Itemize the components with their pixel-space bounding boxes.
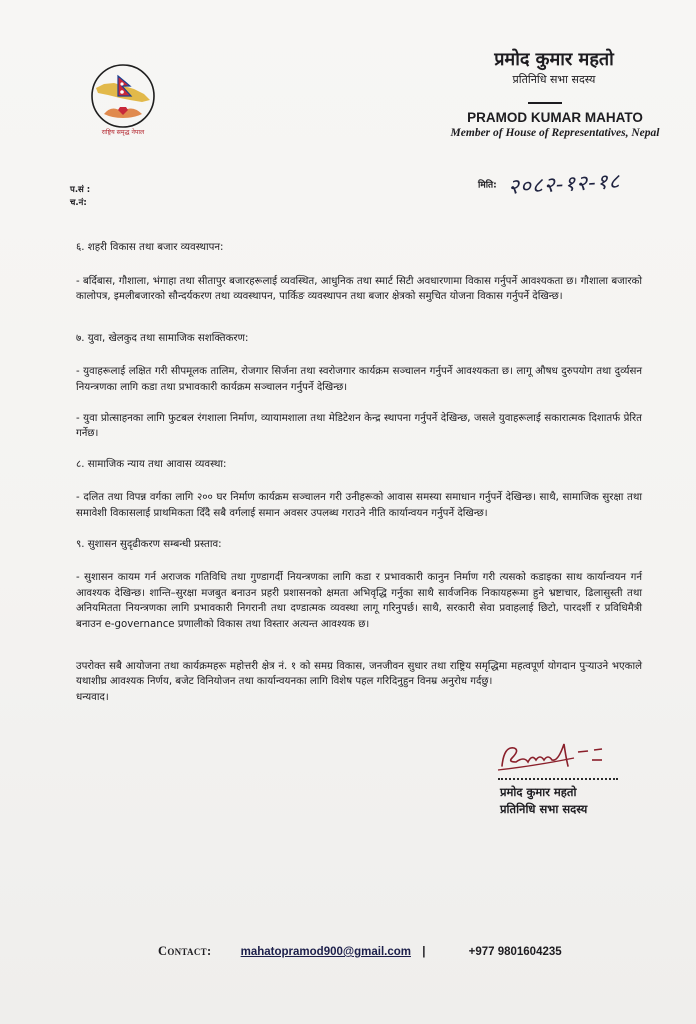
sender-title-nepali: प्रतिनिधि सभा सदस्य [512, 73, 596, 86]
letter-body [76, 240, 642, 705]
section-paragraph: - बर्दिबास, गौशाला, भंगाहा तथा सीतापुर बजारहरूलाई व्यवस्थित, आधुनिक तथा स्मार्ट सिटी अवधारणामा विकास गर्नुपर्ने आवश्यकता छ। गौशाला बजारको कालोपत्र, इमलीबजारको सौन्दर्यकरण तथा व्यवस्थापन, पार्किङ व्यवस्थापन तथा बजार क्षेत्रको समुचित योजना विकास गर्नुपर्ने देखिन्छ। [76, 275, 642, 303]
signature-line [498, 778, 618, 780]
phone-number: +977 9801604235 [468, 946, 562, 958]
section-paragraph: - युवा प्रोत्साहनका लागि फुटबल रंगशाला निर्माण, व्यायामशाला तथा मेडिटेशन केन्द्र स्थापना गर्नुपर्ने देखिन्छ, जसले युवाहरूलाई सकारात्मक दिशातर्फ प्रेरित गर्नेछ। [76, 412, 642, 440]
section-heading: ७. युवा, खेलकुद तथा सामाजिक सशक्तिकरण: [76, 332, 249, 344]
dispatch-number-label: च.नं: [70, 198, 87, 208]
section-heading: ६. शहरी विकास तथा बजार व्यवस्थापन: [76, 242, 224, 253]
footer-separator: | [422, 946, 426, 958]
section-heading: ९. सुशासन सुदृढीकरण सम्बन्धी प्रस्ताव: [76, 538, 222, 550]
date-label: मिति: [478, 180, 497, 191]
letter-number-label: प.सं : [70, 185, 91, 195]
email-link[interactable]: mahatopramod900@gmail.com [240, 946, 411, 958]
section-heading: ८. सामाजिक न्याय तथा आवास व्यवस्था: [76, 458, 227, 470]
sender-name-nepali: प्रमोद कुमार महतो [494, 49, 614, 70]
reference-block [70, 184, 90, 210]
letterhead [430, 48, 660, 139]
section-paragraph: - युवाहरूलाई लक्षित गरी सीपमूलक तालिम, रोजगार सिर्जना तथा स्वरोजगार कार्यक्रम सञ्चालन गर्नुपर्ने आवश्यकता छ। लागू औषध दुरुपयोग तथा दुर्व्यसन नियन्त्रणका लागि कडा तथा प्रभावकारी कार्यक्रम सञ्चालन गर्नुपर्ने देखिन्छ। [76, 366, 642, 393]
section-paragraph: - सुशासन कायम गर्न अराजक गतिविधि तथा गुण्डागर्दी नियन्त्रणका लागि कडा र प्रभावकारी कानुन निर्माण गरी त्यसको कडाइका साथ कार्यान्वयन गर्न आवश्यक देखिन्छ। शान्ति–सुरक्षा मजबुत बनाउन प्रहरी प्रशासनको क्षमता अभिवृद्धि गर्नुका साथै सार्वजनिक निकायहरूमा हुने भ्रष्टाचार, ढिलासुस्ती तथा अनियमितता नियन्त्रणका लागि प्रभावकारी निगरानी तथा दण्डात्मक व्यवस्था लागू गरिनुपर्छ। साथै, सरकारी सेवा प्रवाहलाई छिटो, पारदर्शी र प्रविधिमैत्री बनाउन e-governance प्रणालीको विकास तथा विस्तार अत्यन्त आवश्यक छ। [76, 572, 642, 630]
logo-caption: राष्ट्रिय समृद्ध नेपाल [101, 129, 145, 136]
closing-thanks: धन्यवाद। [76, 691, 109, 703]
section-paragraph: - दलित तथा विपन्न वर्गका लागि २०० घर निर्माण कार्यक्रम सञ्चालन गरी उनीहरूको आवास समस्या समाधान गर्नुपर्ने देखिन्छ। साथै, सामाजिक सुरक्षा तथा समावेशी विकासलाई प्राथमिकता दिँदै सबै वर्गलाई समान अवसर उपलब्ध गराउने नीति कार्यान्वयन गर्नुपर्ने देखिन्छ। [76, 492, 642, 519]
nepal-map-flag-hands-logo-icon [82, 58, 164, 140]
signatory-name: प्रमोद कुमार महतो [500, 785, 577, 799]
closing-paragraph: उपरोक्त सबै आयोजना तथा कार्यक्रमहरू महोत्तरी क्षेत्र नं. १ को समग्र विकास, जनजीवन सुधार तथा राष्ट्रिय समृद्धिमा महत्वपूर्ण योगदान पुऱ्याउने भएकाले यथाशीघ्र आवश्यक निर्णय, बजेट विनियोजन तथा कार्यान्वयनका लागि विशेष पहल गरिदिनुहुन विनम्र अनुरोध गर्दछु। [76, 660, 642, 688]
sender-title-english: Member of House of Representatives, Nepal [450, 127, 660, 139]
header-divider [528, 102, 562, 104]
handwritten-signature-icon [494, 736, 624, 776]
contact-footer [158, 944, 578, 959]
date-value: २०८२-१२-१८ [507, 169, 621, 199]
party-logo [82, 58, 164, 140]
date-block [478, 170, 620, 198]
contact-label: Contact: [158, 944, 212, 958]
signatory-title: प्रतिनिधि सभा सदस्य [500, 802, 588, 816]
sender-name-english: PRAMOD KUMAR MAHATO [467, 110, 643, 125]
signature-block [480, 736, 640, 818]
